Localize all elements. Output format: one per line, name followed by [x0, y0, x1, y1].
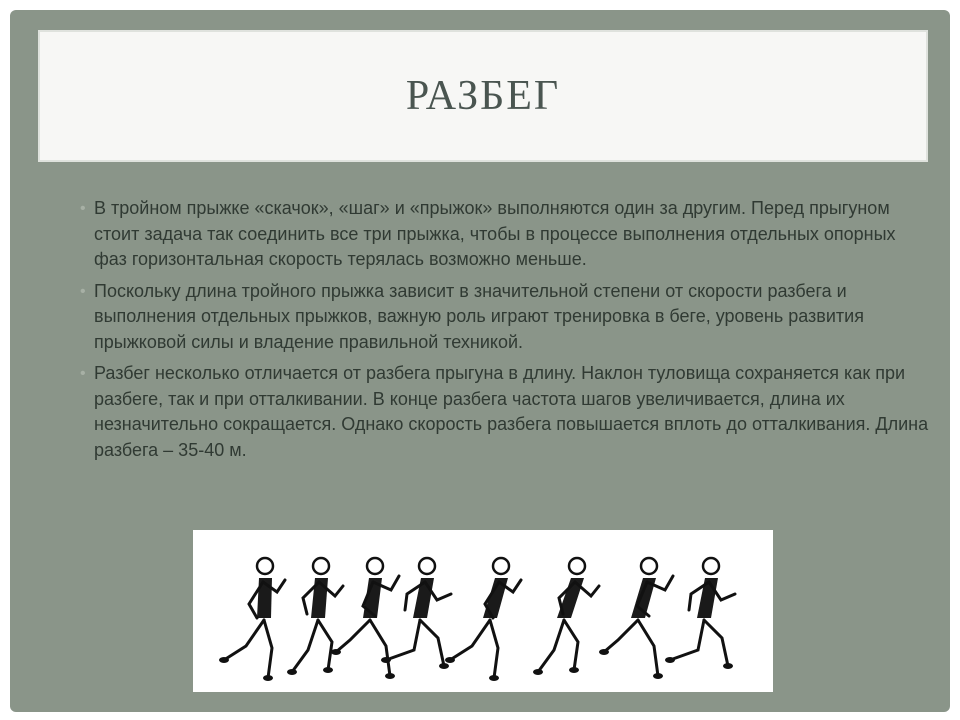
- bullet-icon: •: [80, 200, 86, 217]
- runner-figure: [665, 558, 735, 669]
- slide-content: [80, 196, 930, 469]
- title-box: [38, 30, 928, 162]
- runner-figure: [219, 558, 285, 681]
- paragraph-text: Поскольку длина тройного прыжка зависит в значительной степени от скорости разбега и выполнения отдельных прыжков, важную роль играют тренировка в беге, уровень развития прыжковой силы и владение правильной техникой.: [94, 280, 864, 352]
- running-sequence-image: [193, 530, 773, 692]
- runner-figure: [533, 558, 599, 675]
- paragraph-text: В тройном прыжке «скачок», «шаг» и «прыжок» выполняются один за другим. Перед прыгуном стоит задача так соединить все три прыжка, чтобы в процессе выполнения отдельных опорных фаз горизонтальная скорость терялась возможно меньше.: [94, 198, 896, 269]
- paragraph-text: Разбег несколько отличается от разбега прыгуна в длину. Наклон туловища сохраняется как при разбеге, так и при отталкивании. В конце разбега частота шагов увеличивается, длина их незначительно сокращается. Однако скорость разбега повышается вплоть до отталкивания. Длина разбега – 35-40 м.: [94, 363, 929, 460]
- paragraph: [80, 279, 930, 356]
- runner-figure: [445, 558, 521, 681]
- paragraph: [80, 361, 930, 463]
- bullet-icon: •: [80, 282, 86, 300]
- runner-figure: [287, 558, 343, 675]
- slide-title: РАЗБЕГ: [405, 73, 561, 119]
- paragraph: [80, 196, 930, 273]
- slide: [10, 10, 950, 712]
- bullet-icon: •: [80, 365, 86, 382]
- running-athlete-sequence-icon: [193, 530, 773, 692]
- runner-figure: [599, 558, 673, 679]
- runner-figure: [381, 558, 451, 669]
